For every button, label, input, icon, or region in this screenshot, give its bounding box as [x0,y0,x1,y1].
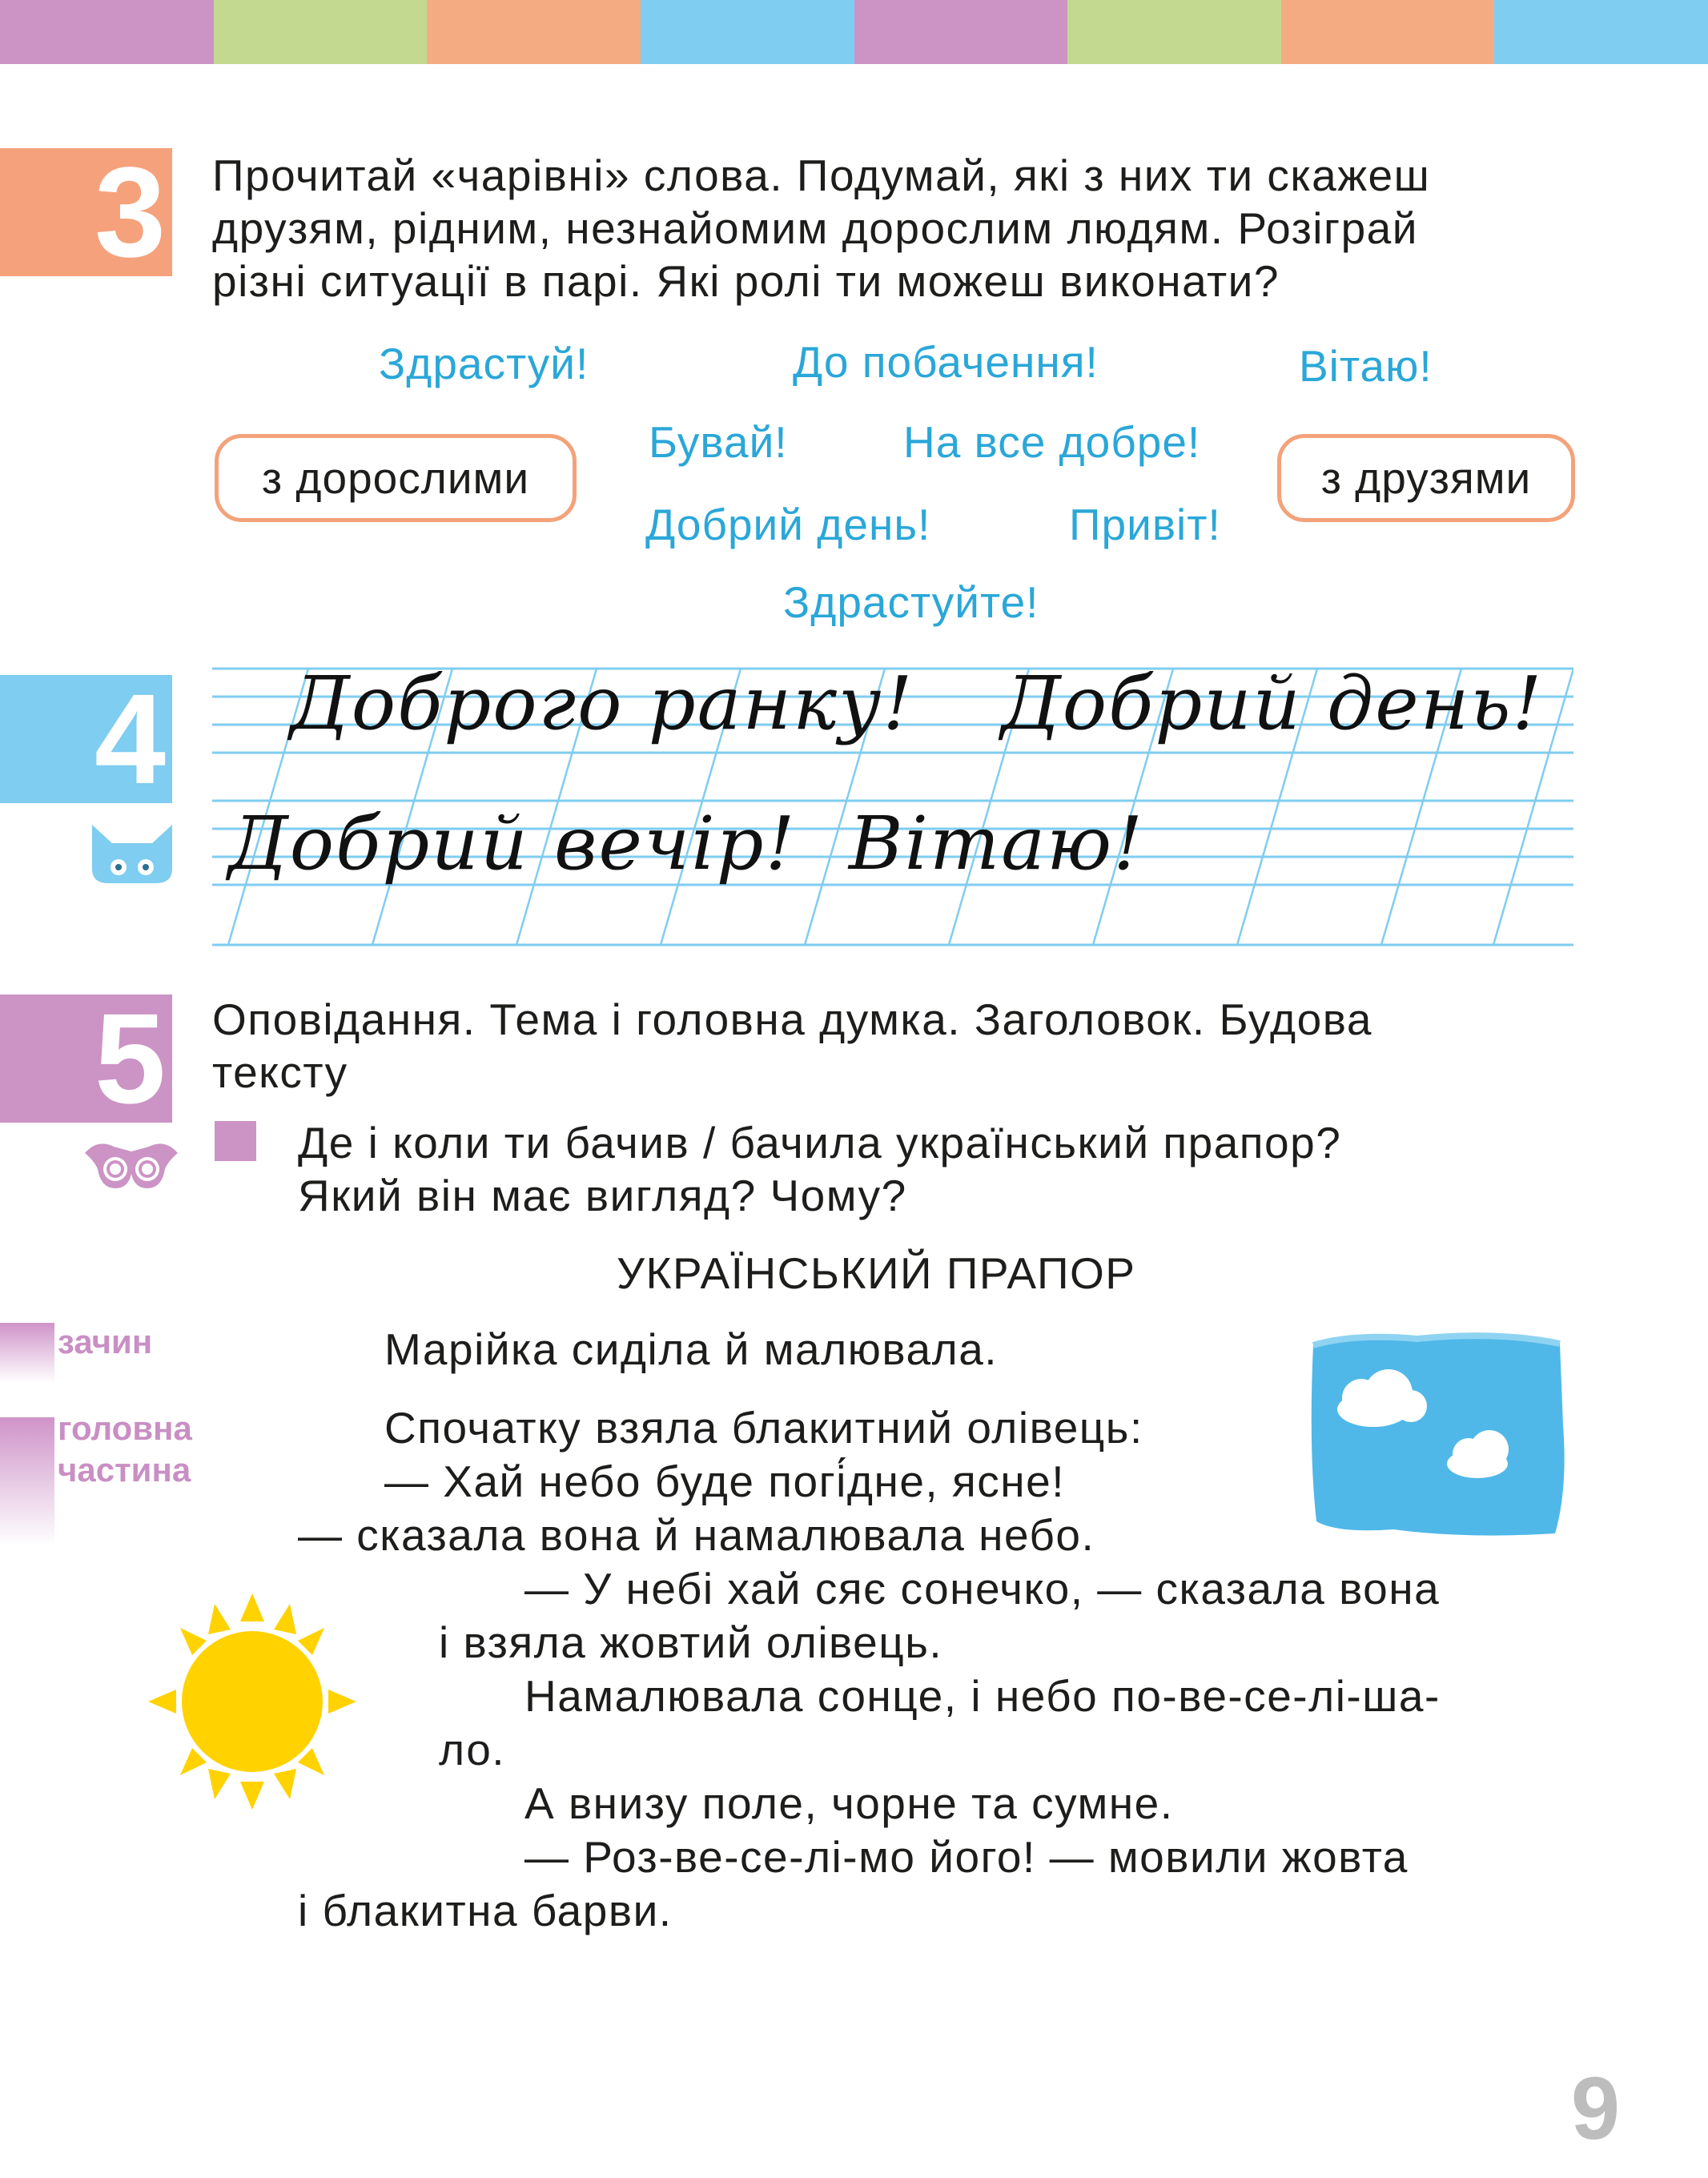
magic-word: Бувай! [649,417,788,467]
handwriting-line-1b: Добрий день! [1001,661,1544,746]
task-3-line: різні ситуації в парі. Які ролі ти можеш виконати? [212,256,1280,306]
task-3-number: 3 [0,148,172,276]
task-5-question [298,1116,1595,1222]
story-line: Спочатку взяла блакитний олівець: [384,1403,1143,1453]
strip-segment [1067,0,1281,64]
label-main-part-line: частина [58,1451,191,1489]
story-line: і блакитна барви. [298,1886,673,1935]
story-line: Марійка сиділа й малювала. [384,1324,999,1374]
label-intro: зачин [58,1323,153,1360]
magic-word: Добрий день! [645,500,931,549]
question-line: Де і коли ти бачив / бачила український прапор? [298,1118,1342,1167]
strip-segment [0,0,214,64]
magic-word: Здрастуйте! [783,577,1039,627]
owl-icon [82,1139,181,1193]
cat-icon [88,821,176,885]
story-line: ло. [439,1725,506,1774]
task-3-text [212,149,1581,307]
handwriting-line-2a: Добрий вечір! [228,801,797,886]
task-4-number: 4 [0,675,172,803]
task-5-heading [212,993,1589,1099]
story-line: — Роз-ве-се-лі-мо його! — мовили жовта [524,1832,1409,1882]
story-line: — У небі хай сяє сонечко, — сказала вона [524,1564,1441,1613]
sun-image [144,1589,360,1814]
question-marker [215,1121,256,1161]
story-line: Намалювала сонце, і небо по-ве-се-лі-ша- [524,1671,1441,1721]
strip-segment [1281,0,1495,64]
story-title: УКРАЇНСЬКИЙ ПРАПОР [617,1248,1136,1298]
strip-segment [1494,0,1708,64]
strip-segment [854,0,1068,64]
story-line: — сказала вона й намалювала небо. [298,1510,1095,1560]
sky-cloud-image [1305,1329,1569,1541]
story-line: А внизу поле, чорне та сумне. [524,1778,1174,1828]
handwriting-line-1a: Доброго ранку! [290,661,914,746]
color-strip [0,0,1708,64]
question-line: Який він має вигляд? Чому? [298,1171,907,1220]
pill-friends: з друзями [1277,434,1575,522]
magic-word: Привіт! [1069,500,1221,549]
story-line: і взяла жовтий олівець. [439,1617,943,1667]
task-3-line: Прочитай «чарівні» слова. Подумай, які з них ти скажеш [212,151,1431,200]
task-3-line: друзям, рідним, незнайомим дорослим людям. Розіграй [212,203,1418,253]
task-5-heading-line: тексту [212,1047,348,1097]
main-part-marker [0,1417,54,1545]
pill-adults: з дорослими [215,434,577,522]
magic-word: На все добре! [903,417,1201,467]
label-main-part-line: головна [58,1409,192,1447]
strip-segment [214,0,428,64]
label-main-part [58,1408,192,1491]
handwriting-line-2b: Вітаю! [849,801,1145,886]
intro-marker [0,1323,54,1383]
magic-word: Вітаю! [1299,341,1433,391]
strip-segment [641,0,854,64]
task-5-heading-line: Оповідання. Тема і головна думка. Заголовок. Будова [212,995,1372,1044]
magic-word: До побачення! [793,337,1099,387]
story-line: — Хай небо буде погі́дне, ясне! [384,1457,1065,1506]
strip-segment [427,0,641,64]
magic-word: Здрастуй! [379,339,589,388]
task-5-number: 5 [0,995,172,1123]
page-number: 9 [1570,2059,1620,2158]
